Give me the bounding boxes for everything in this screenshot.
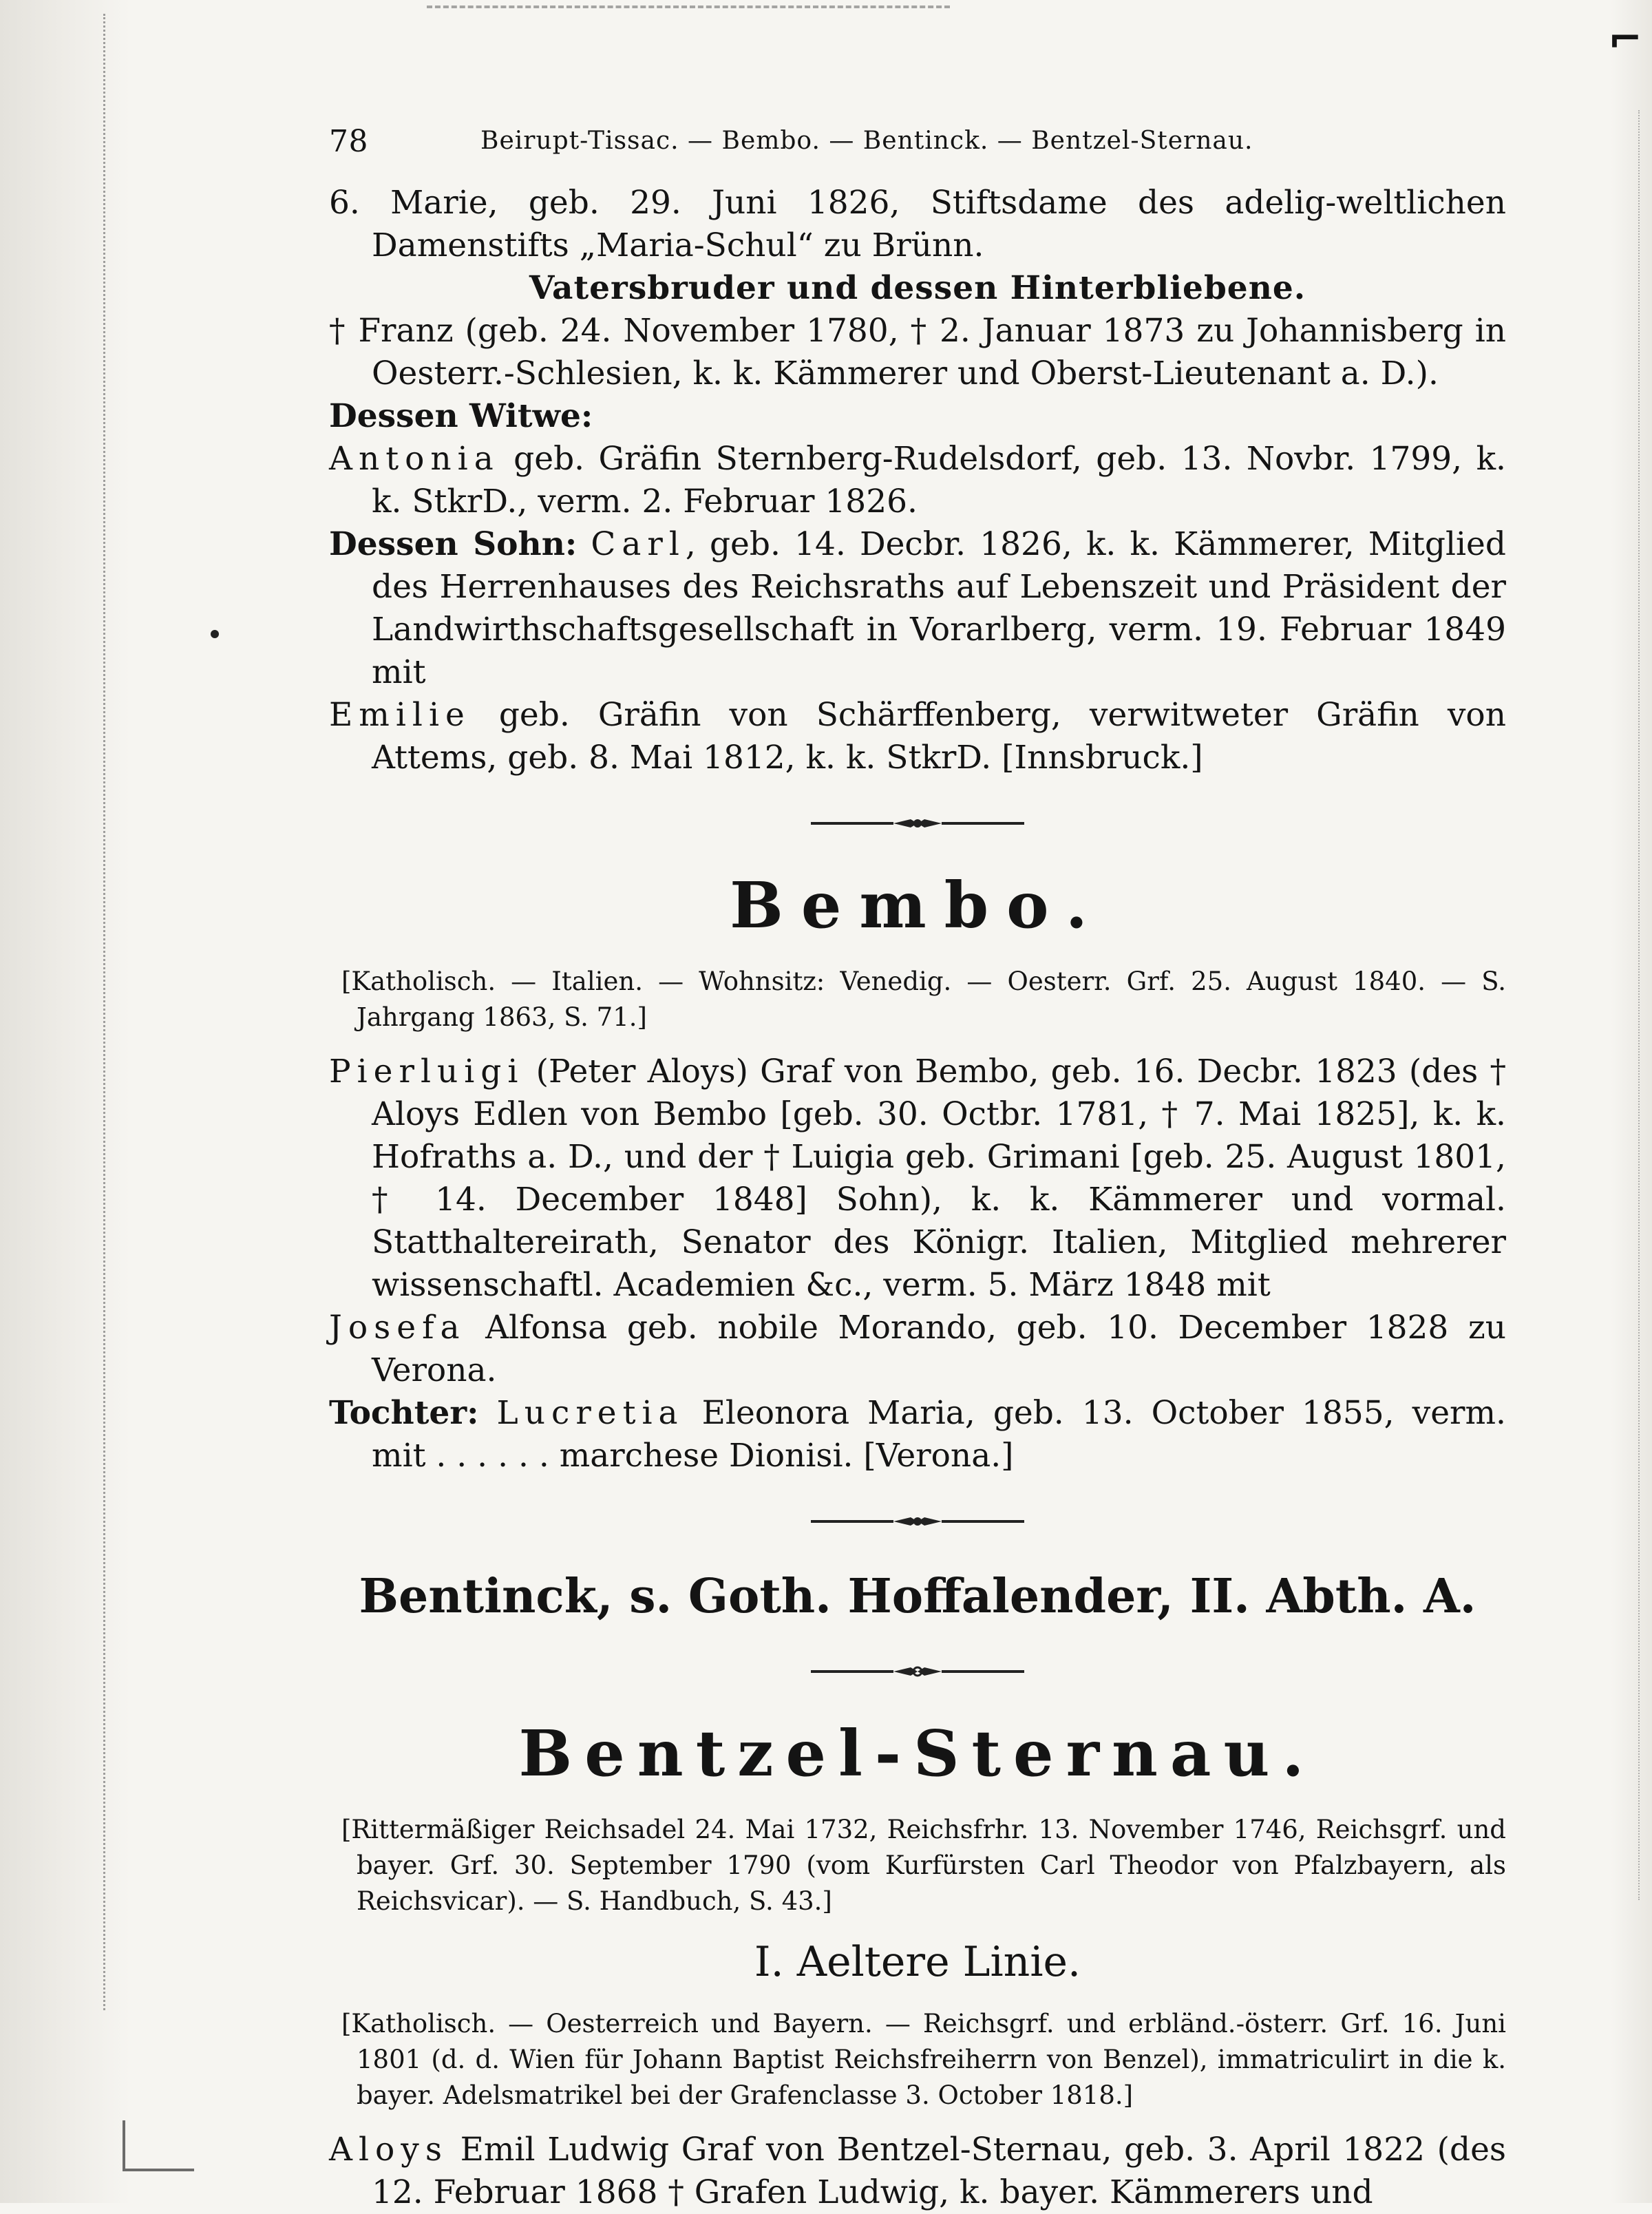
entry-marie: 6. Marie, geb. 29. Juni 1826, Stiftsdame des adelig-weltlichen Damenstifts „Maria-Schul“ zu Brünn. [329,184,1506,264]
bentzel-note: [Rittermäßiger Reichsadel 24. Mai 1732, Reichsfrhr. 13. November 1746, Reichsgrf. und bayer. Grf. 30. September 1790 (vom Kurfürsten Carl Theodor von Pfalzbayern, als Reichsvicar). — S. Handbuch, S. 43.] [341,1815,1506,1916]
page-number: 78 [329,124,368,159]
book-page [329,124,1506,2214]
ornament-rule-icon [811,1515,1024,1528]
aloys-text: Emil Ludwig Graf von Bentzel-Sternau, geb. 3. April 1822 (des 12. Februar 1868 † Grafen Ludwig, k. bayer. Kämmerers und [372,2131,1506,2211]
subhead-vatersbruder: Vatersbruder und dessen Hinterbliebene. [529,269,1306,307]
family-title-bembo: Bembo. [730,868,1105,942]
lucretia-name: Lucretia [496,1394,684,1432]
josefa-name: Josefa [329,1309,466,1347]
line-heading: I. Aeltere Linie. [754,1938,1081,1986]
aloys-name: Aloys [329,2131,448,2169]
pierluigi-text: (Peter Aloys) Graf von Bembo, geb. 16. Decbr. 1823 (des † Aloys Edlen von Bembo [geb. 30. Octbr. 1781, † 7. Mai 1825], k. k. Hofraths a. D., und der † Luigia geb. Grimani [geb. 25. August 1801, † 14. December 1848] Sohn), k. k. Kämmerer und vormal. Statthaltereirath, Senator des Königr. Italien, Mitglied mehrerer wissenschaftl. Academien &c., verm. 5. März 1848 mit [372,1053,1506,1304]
ornament-rule-icon [811,1665,1024,1678]
corner-mark: ⌐ [1607,15,1642,63]
lucretia-text: Eleonora Maria, geb. 13. October 1855, verm. mit . . . . . . marchese Dionisi. [Verona.] [372,1394,1506,1475]
line-note: [Katholisch. — Oesterreich und Bayern. — Reichsgrf. und erbländ.-österr. Grf. 16. Juni 1801 (d. d. Wien für Johann Baptist Reichsfreiherrn von Benzel), immatriculirt in die k. bayer. Adelsmatrikel bei der Grafenclasse 3. October 1818.] [341,2009,1506,2110]
entry-carl [329,523,1506,694]
running-head [329,124,1506,165]
scan-right-marks [1631,110,1640,1900]
pierluigi-name: Pierluigi [329,1053,525,1090]
antonia-name: Antonia [329,440,500,478]
scan-binding-marks [103,14,118,2010]
running-title: Beirupt-Tissac. — Bembo. — Bentinck. — Bentzel-Sternau. [480,127,1253,155]
entry-josefa [329,1307,1506,1392]
carl-name: Carl [591,525,686,563]
entry-aloys [329,2129,1506,2214]
son-label: Dessen Sohn: [329,525,578,563]
ornament-rule-icon [811,816,1024,830]
antonia-text: geb. Gräfin Sternberg-Rudelsdorf, geb. 13. Novbr. 1799, k. k. StkrD., verm. 2. Februar 1826. [372,440,1506,520]
stray-dot [211,630,219,638]
bembo-note: [Katholisch. — Italien. — Wohnsitz: Venedig. — Oesterr. Grf. 25. August 1840. — S. Jahrgang 1863, S. 71.] [341,967,1506,1032]
emilie-text: geb. Gräfin von Schärffenberg, verwitweter Gräfin von Attems, geb. 8. Mai 1812, k. k. StkrD. [Innsbruck.] [372,696,1506,777]
josefa-text: Alfonsa geb. nobile Morando, geb. 10. December 1828 zu Verona. [372,1309,1506,1389]
ornament-divider [329,1515,1506,1528]
family-title-bentzel: Bentzel-Sternau. [518,1716,1317,1791]
daughter-label: Tochter: [329,1394,479,1432]
entry-antonia [329,438,1506,523]
entry-franz: † Franz (geb. 24. November 1780, † 2. Januar 1873 zu Johannisberg in Oesterr.-Schlesien, k. k. Kämmerer und Oberst-Lieutenant a. D.). [329,312,1506,392]
widow-label: Dessen Witwe: [329,397,593,435]
top-scan-rule [427,6,950,8]
entry-lucretia [329,1392,1506,1477]
entry-pierluigi [329,1051,1506,1307]
bottom-scan-bracket [123,2120,194,2171]
ornament-divider [329,1665,1506,1678]
emilie-name: Emilie [329,696,471,734]
crossref-bentinck: Bentinck, s. Goth. Hoffalender, II. Abth. A. [359,1569,1476,1624]
ornament-divider [329,816,1506,830]
carl-text: , geb. 14. Decbr. 1826, k. k. Kämmerer, Mitglied des Herrenhauses des Reichsraths auf Lebenszeit und Präsident der Landwirthschaftsgesellschaft in Vorarlberg, verm. 19. Februar 1849 mit [372,525,1506,691]
widow-label-line [329,395,1506,438]
entry-emilie [329,694,1506,779]
